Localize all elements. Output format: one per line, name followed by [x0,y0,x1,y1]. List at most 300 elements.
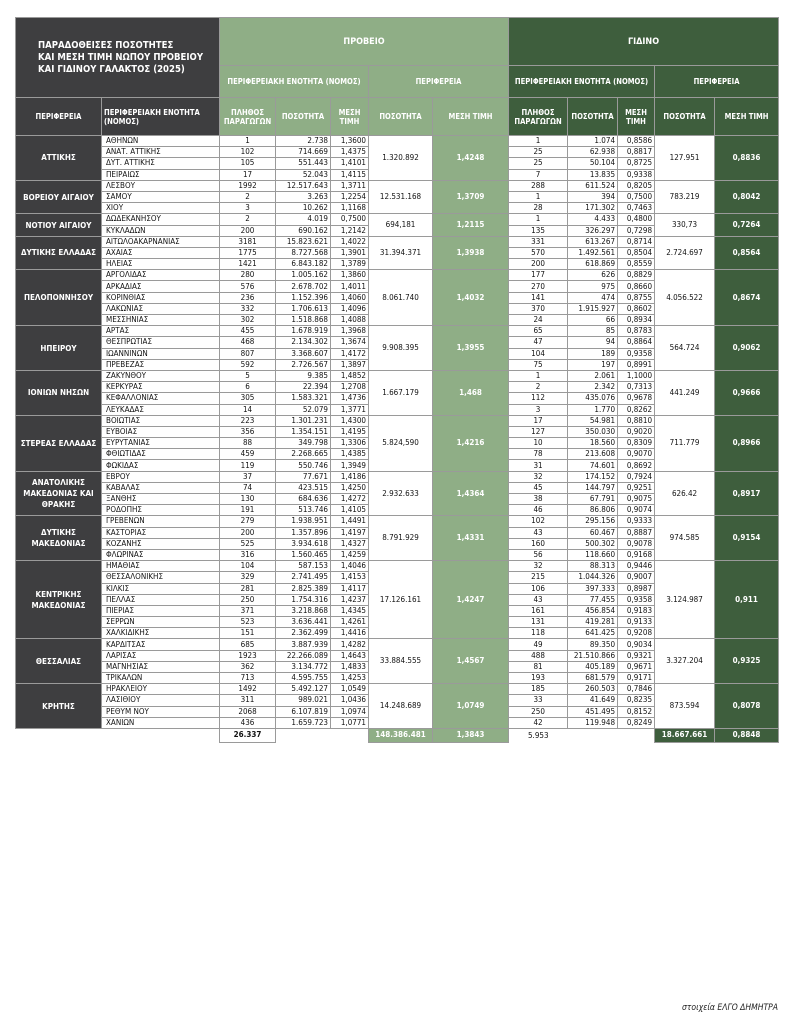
goat-avg: 0,7500 [618,191,655,202]
table-title [16,18,220,98]
total-goat-qty: 18.667.661 [655,728,715,742]
unit-name: ΘΕΣΣΑΛΟΝΙΚΗΣ [102,572,220,583]
goat-avg: 0,7313 [618,382,655,393]
sheep-producers: 280 [220,270,276,281]
unit-name: ΡΟΔΟΠΗΣ [102,505,220,516]
goat-avg: 0,9678 [618,393,655,404]
goat-producers: 65 [509,326,568,337]
goat-qty: 94 [568,337,618,348]
col-sheep-avg: ΜΕΣΗ ΤΙΜΗ [331,98,369,136]
goat-producers: 47 [509,337,568,348]
goat-region-qty: 330,73 [655,214,715,236]
goat-qty: 13.835 [568,169,618,180]
goat-header: ΓΙΔΙΝΟ [509,18,779,66]
sheep-qty: 714.669 [276,147,331,158]
unit-name: ΤΡΙΚΑΛΩΝ [102,673,220,684]
sheep-producers: 1923 [220,650,276,661]
sheep-region-qty: 9.908.395 [369,326,433,371]
sheep-avg: 1,3901 [331,247,369,258]
goat-qty: 295.156 [568,516,618,527]
table-body [16,136,779,729]
goat-producers: 135 [509,225,568,236]
sheep-qty: 1.357.896 [276,527,331,538]
sheep-avg: 1,4852 [331,370,369,381]
goat-producers: 28 [509,203,568,214]
goat-qty: 21.510.866 [568,650,618,661]
goat-producers: 1 [509,370,568,381]
goat-producers: 331 [509,236,568,247]
sheep-qty: 2.268.665 [276,449,331,460]
sheep-producers: 455 [220,326,276,337]
region-name: ΑΤΤΙΚΗΣ [16,136,102,181]
col-goat-region-avg: ΜΕΣΗ ΤΙΜΗ [715,98,779,136]
goat-avg: 0,9446 [618,561,655,572]
sheep-qty: 3.368.607 [276,348,331,359]
sheep-qty: 513.746 [276,505,331,516]
sheep-avg: 1,4282 [331,639,369,650]
sheep-avg: 1,4197 [331,527,369,538]
source-note: στοιχεία ΕΛΓΟ ΔΗΜΗΤΡΑ [681,1003,778,1013]
goat-avg: 0,7846 [618,684,655,695]
goat-qty: 54.981 [568,415,618,426]
goat-avg: 0,9168 [618,549,655,560]
sheep-producers: 713 [220,673,276,684]
goat-region-qty: 4.056.522 [655,270,715,326]
goat-avg: 0,8755 [618,292,655,303]
goat-producers: 25 [509,158,568,169]
title-line-3: ΚΑΙ ΓΙΔΙΝΟΥ ΓΑΛΑΚΤΟΣ (2025) [38,63,185,75]
unit-name: ΑΡΚΑΔΙΑΣ [102,281,220,292]
unit-name: ΕΥΡΥΤΑΝΙΑΣ [102,438,220,449]
sheep-qty: 6.107.819 [276,706,331,717]
sheep-qty: 2.825.389 [276,583,331,594]
goat-qty: 4.433 [568,214,618,225]
sheep-qty: 989.021 [276,695,331,706]
sheep-producers: 37 [220,471,276,482]
goat-avg: 0,9020 [618,426,655,437]
unit-name: ΚΟΖΑΝΗΣ [102,538,220,549]
sheep-qty: 1.659.723 [276,717,331,728]
sheep-avg: 1,0974 [331,706,369,717]
region-name: ΣΤΕΡΕΑΣ ΕΛΛΑΔΑΣ [16,415,102,471]
sheep-avg: 1,3711 [331,180,369,191]
sheep-avg: 1,3600 [331,136,369,147]
goat-qty: 641.425 [568,628,618,639]
goat-avg: 0,9171 [618,673,655,684]
region-name: ΔΥΤΙΚΗΣ ΕΛΛΑΔΑΣ [16,236,102,270]
goat-avg: 0,9333 [618,516,655,527]
goat-qty: 681.579 [568,673,618,684]
goat-region-avg: 0,7264 [715,214,779,236]
goat-producers: 24 [509,315,568,326]
sheep-qty: 684.636 [276,494,331,505]
goat-qty: 74.601 [568,460,618,471]
unit-name: ΚΕΦΑΛΛΟΝΙΑΣ [102,393,220,404]
goat-producers: 288 [509,180,568,191]
sheep-qty: 9.385 [276,370,331,381]
goat-producers: 102 [509,516,568,527]
sheep-avg: 1,0771 [331,717,369,728]
unit-name: ΕΥΒΟΙΑΣ [102,426,220,437]
goat-qty: 189 [568,348,618,359]
goat-producers: 45 [509,482,568,493]
goat-producers: 106 [509,583,568,594]
sheep-producers: 279 [220,516,276,527]
sheep-qty: 1.301.231 [276,415,331,426]
sheep-qty: 1.754.316 [276,594,331,605]
goat-qty: 435.076 [568,393,618,404]
goat-region-qty: 873.594 [655,684,715,729]
goat-region-avg: 0,8917 [715,471,779,516]
goat-qty: 397.333 [568,583,618,594]
sheep-avg: 1,4259 [331,549,369,560]
table-row [16,415,779,426]
table-row [16,180,779,191]
goat-qty: 500.302 [568,538,618,549]
unit-name: ΒΟΙΩΤΙΑΣ [102,415,220,426]
sheep-avg: 1,4060 [331,292,369,303]
sheep-avg: 1,4088 [331,315,369,326]
goat-avg: 0,9075 [618,494,655,505]
sheep-producers: 1 [220,136,276,147]
unit-name: ΠΕΛΛΑΣ [102,594,220,605]
sheep-avg: 1,4736 [331,393,369,404]
sheep-avg: 1,4237 [331,594,369,605]
sheep-avg: 1,4375 [331,147,369,158]
goat-qty: 174.152 [568,471,618,482]
goat-avg: 0,8504 [618,247,655,258]
goat-qty: 474 [568,292,618,303]
goat-region-avg: 0,8674 [715,270,779,326]
sheep-producers: 1492 [220,684,276,695]
goat-avg: 0,8714 [618,236,655,247]
goat-avg: 0,8586 [618,136,655,147]
sheep-qty: 349.798 [276,438,331,449]
col-sheep-qty: ΠΟΣΟΤΗΤΑ [276,98,331,136]
sheep-avg: 1,4833 [331,661,369,672]
sheep-avg: 1,2708 [331,382,369,393]
sheep-region-qty: 12.531.168 [369,180,433,214]
goat-avg: 0,9321 [618,650,655,661]
goat-avg: 0,9251 [618,482,655,493]
sheep-region-group: ΠΕΡΙΦΕΡΕΙΑ [369,66,509,98]
goat-region-avg: 0,8042 [715,180,779,214]
goat-qty: 18.560 [568,438,618,449]
sheep-producers: 685 [220,639,276,650]
sheep-producers: 332 [220,303,276,314]
goat-qty: 197 [568,359,618,370]
unit-name: ΠΡΕΒΕΖΑΣ [102,359,220,370]
sheep-producers: 525 [220,538,276,549]
goat-avg: 0,8692 [618,460,655,471]
sheep-qty: 551.443 [276,158,331,169]
region-name: ΘΕΣΣΑΛΙΑΣ [16,639,102,684]
goat-avg: 0,8987 [618,583,655,594]
goat-avg: 0,8152 [618,706,655,717]
goat-avg: 0,9358 [618,594,655,605]
unit-name: ΑΧΑΙΑΣ [102,247,220,258]
goat-region-avg: 0,9666 [715,370,779,415]
goat-avg: 0,8205 [618,180,655,191]
unit-name: ΔΥΤ. ΑΤΤΙΚΗΣ [102,158,220,169]
sheep-avg: 1,4115 [331,169,369,180]
goat-region-avg: 0,911 [715,561,779,639]
goat-qty: 86.806 [568,505,618,516]
goat-producers: 75 [509,359,568,370]
sheep-producers: 74 [220,482,276,493]
sheep-avg: 1,1168 [331,203,369,214]
col-sheep-region-qty: ΠΟΣΟΤΗΤΑ [369,98,433,136]
goat-producers: 118 [509,628,568,639]
col-sheep-region-avg: ΜΕΣΗ ΤΙΜΗ [433,98,509,136]
unit-name: ΑΡΤΑΣ [102,326,220,337]
sheep-region-qty: 17.126.161 [369,561,433,639]
totals-spacer [568,728,655,742]
goat-qty: 419.281 [568,617,618,628]
sheep-producers: 3 [220,203,276,214]
sheep-qty: 12.517.643 [276,180,331,191]
goat-region-avg: 0,9062 [715,326,779,371]
region-name: ΙΟΝΙΩΝ ΝΗΣΩΝ [16,370,102,415]
table-row [16,136,779,147]
sheep-producers: 250 [220,594,276,605]
unit-name: ΛΑΣΙΘΙΟΥ [102,695,220,706]
sheep-producers: 200 [220,225,276,236]
table-row [16,370,779,381]
sheep-producers: 459 [220,449,276,460]
region-name: ΗΠΕΙΡΟΥ [16,326,102,371]
sheep-producers: 1421 [220,259,276,270]
goat-avg: 0,9070 [618,449,655,460]
sheep-region-qty: 8.061.740 [369,270,433,326]
unit-name: ΛΑΡΙΣΑΣ [102,650,220,661]
goat-qty: 67.791 [568,494,618,505]
goat-avg: 0,8249 [618,717,655,728]
unit-name: ΛΕΣΒΟΥ [102,180,220,191]
sheep-producers: 311 [220,695,276,706]
sheep-qty: 3.218.868 [276,605,331,616]
region-name: ΚΕΝΤΡΙΚΗΣ ΜΑΚΕΔΟΝΙΑΣ [16,561,102,639]
region-name: ΚΡΗΤΗΣ [16,684,102,729]
unit-name: ΧΙΟΥ [102,203,220,214]
goat-producers: 7 [509,169,568,180]
goat-avg: 0,8262 [618,404,655,415]
sheep-avg: 1,4105 [331,505,369,516]
sheep-avg: 1,3968 [331,326,369,337]
goat-producers: 78 [509,449,568,460]
sheep-qty: 2.738 [276,136,331,147]
goat-producers: 17 [509,415,568,426]
unit-name: ΑΘΗΝΩΝ [102,136,220,147]
sheep-qty: 2.741.495 [276,572,331,583]
unit-name: ΘΕΣΠΡΩΤΙΑΣ [102,337,220,348]
unit-name: ΠΕΙΡΑΙΩΣ [102,169,220,180]
sheep-qty: 1.518.868 [276,315,331,326]
goat-qty: 66 [568,315,618,326]
sheep-producers: 151 [220,628,276,639]
sheep-qty: 2.134.302 [276,337,331,348]
unit-name: ΚΕΡΚΥΡΑΣ [102,382,220,393]
sheep-qty: 52.043 [276,169,331,180]
sheep-producers: 316 [220,549,276,560]
sheep-producers: 807 [220,348,276,359]
goat-producers: 43 [509,527,568,538]
sheep-producers: 468 [220,337,276,348]
unit-name: ΚΙΛΚΙΣ [102,583,220,594]
goat-avg: 0,8235 [618,695,655,706]
goat-region-qty: 2.724.697 [655,236,715,270]
sheep-avg: 1,4272 [331,494,369,505]
unit-name: ΦΘΙΩΤΙΔΑΣ [102,449,220,460]
goat-qty: 2.342 [568,382,618,393]
total-goat-producers: 5.953 [527,730,549,740]
total-sheep-producers: 26.337 [220,728,276,742]
sheep-producers: 302 [220,315,276,326]
col-goat-producers: ΠΛΗΘΟΣ ΠΑΡΑΓΩΓΩΝ [509,98,568,136]
sheep-producers: 2068 [220,706,276,717]
goat-region-qty: 127.951 [655,136,715,181]
sheep-region-qty: 8.791.929 [369,516,433,561]
goat-avg: 0,8934 [618,315,655,326]
goat-avg: 0,9034 [618,639,655,650]
goat-producers: 200 [509,259,568,270]
sheep-avg: 1,3674 [331,337,369,348]
sheep-qty: 587.153 [276,561,331,572]
goat-avg: 0,8309 [618,438,655,449]
sheep-avg: 1,4250 [331,482,369,493]
sheep-qty: 3.887.939 [276,639,331,650]
goat-avg: 0,8783 [618,326,655,337]
unit-name: ΧΑΛΚΙΔΙΚΗΣ [102,628,220,639]
goat-avg: 0,9007 [618,572,655,583]
col-goat-avg: ΜΕΣΗ ΤΙΜΗ [618,98,655,136]
unit-name: ΚΟΡΙΝΘΙΑΣ [102,292,220,303]
goat-avg: 0,8660 [618,281,655,292]
unit-name: ΠΙΕΡΙΑΣ [102,605,220,616]
goat-avg: 0,7463 [618,203,655,214]
sheep-region-qty: 694,181 [369,214,433,236]
goat-producers: 33 [509,695,568,706]
col-goat-region-qty: ΠΟΣΟΤΗΤΑ [655,98,715,136]
sheep-region-qty: 31.394.371 [369,236,433,270]
goat-region-qty: 564.724 [655,326,715,371]
goat-qty: 618.869 [568,259,618,270]
unit-name: ΖΑΚΥΝΘΟΥ [102,370,220,381]
sheep-qty: 10.262 [276,203,331,214]
goat-producers: 161 [509,605,568,616]
sheep-producers: 436 [220,717,276,728]
sheep-avg: 1,3771 [331,404,369,415]
sheep-avg: 1,4172 [331,348,369,359]
sheep-qty: 22.394 [276,382,331,393]
sheep-qty: 1.152.396 [276,292,331,303]
goat-region-qty: 626.42 [655,471,715,516]
sheep-avg: 1,4101 [331,158,369,169]
sheep-avg: 1,4096 [331,303,369,314]
goat-qty: 1.044.326 [568,572,618,583]
goat-avg: 0,8559 [618,259,655,270]
goat-producers: 25 [509,147,568,158]
goat-qty: 118.660 [568,549,618,560]
goat-producers: 49 [509,639,568,650]
sheep-producers: 223 [220,415,276,426]
goat-avg: 0,8602 [618,303,655,314]
sheep-producers: 104 [220,561,276,572]
goat-qty: 1.074 [568,136,618,147]
sheep-header: ΠΡΟΒΕΙΟ [220,18,509,66]
goat-unit-group: ΠΕΡΙΦΕΡΕΙΑΚΗ ΕΝΟΤΗΤΑ (ΝΟΜΟΣ) [509,66,655,98]
goat-producers: 32 [509,471,568,482]
sheep-region-avg: 1,4247 [433,561,509,639]
goat-avg: 0,8864 [618,337,655,348]
unit-name: ΚΥΚΛΑΔΩΝ [102,225,220,236]
sheep-producers: 3181 [220,236,276,247]
goat-avg: 0,7924 [618,471,655,482]
goat-qty: 213.608 [568,449,618,460]
goat-producers: 42 [509,717,568,728]
sheep-qty: 8.727.568 [276,247,331,258]
goat-producers: 250 [509,706,568,717]
goat-producers: 2 [509,382,568,393]
title-line-1: ΠΑΡΑΔΟΘΕΙΣΕΣ ΠΟΣΟΤΗΤΕΣ [38,39,174,51]
sheep-qty: 690.162 [276,225,331,236]
sheep-avg: 1,3306 [331,438,369,449]
sheep-qty: 3.263 [276,191,331,202]
sheep-qty: 2.678.702 [276,281,331,292]
goat-avg: 0,8887 [618,527,655,538]
goat-region-avg: 0,8966 [715,415,779,471]
goat-avg: 0,8991 [618,359,655,370]
goat-region-group: ΠΕΡΙΦΕΡΕΙΑ [655,66,779,98]
goat-avg: 0,8725 [618,158,655,169]
sheep-avg: 1,4261 [331,617,369,628]
unit-name: ΣΕΡΡΩΝ [102,617,220,628]
unit-name: ΦΩΚΙΔΑΣ [102,460,220,471]
sheep-producers: 2 [220,214,276,225]
goat-region-avg: 0,9154 [715,516,779,561]
sheep-producers: 371 [220,605,276,616]
goat-region-qty: 3.124.987 [655,561,715,639]
sheep-avg: 1,4416 [331,628,369,639]
sheep-producers: 102 [220,147,276,158]
sheep-qty: 3.636.441 [276,617,331,628]
goat-region-avg: 0,8836 [715,136,779,181]
goat-qty: 1.492.561 [568,247,618,258]
sheep-unit-group: ΠΕΡΙΦΕΡΕΙΑΚΗ ΕΝΟΤΗΤΑ (ΝΟΜΟΣ) [220,66,369,98]
goat-producers: 193 [509,673,568,684]
sheep-region-qty: 2.932.633 [369,471,433,516]
sheep-qty: 1.706.613 [276,303,331,314]
sheep-region-avg: 1,3709 [433,180,509,214]
unit-name: ΗΜΑΘΙΑΣ [102,561,220,572]
goat-avg: 0,8817 [618,147,655,158]
goat-producers: 104 [509,348,568,359]
goat-producers: 46 [509,505,568,516]
goat-qty: 50.104 [568,158,618,169]
sheep-avg: 1,2254 [331,191,369,202]
goat-qty: 88.313 [568,561,618,572]
sheep-region-avg: 1,2115 [433,214,509,236]
sheep-producers: 305 [220,393,276,404]
goat-avg: 0,4800 [618,214,655,225]
unit-name: ΡΕΘΥΜ ΝΟΥ [102,706,220,717]
table-row [16,516,779,527]
goat-producers: 141 [509,292,568,303]
sheep-avg: 1,4300 [331,415,369,426]
sheep-region-avg: 1,3955 [433,326,509,371]
goat-producers: 370 [509,303,568,314]
goat-qty: 62.938 [568,147,618,158]
